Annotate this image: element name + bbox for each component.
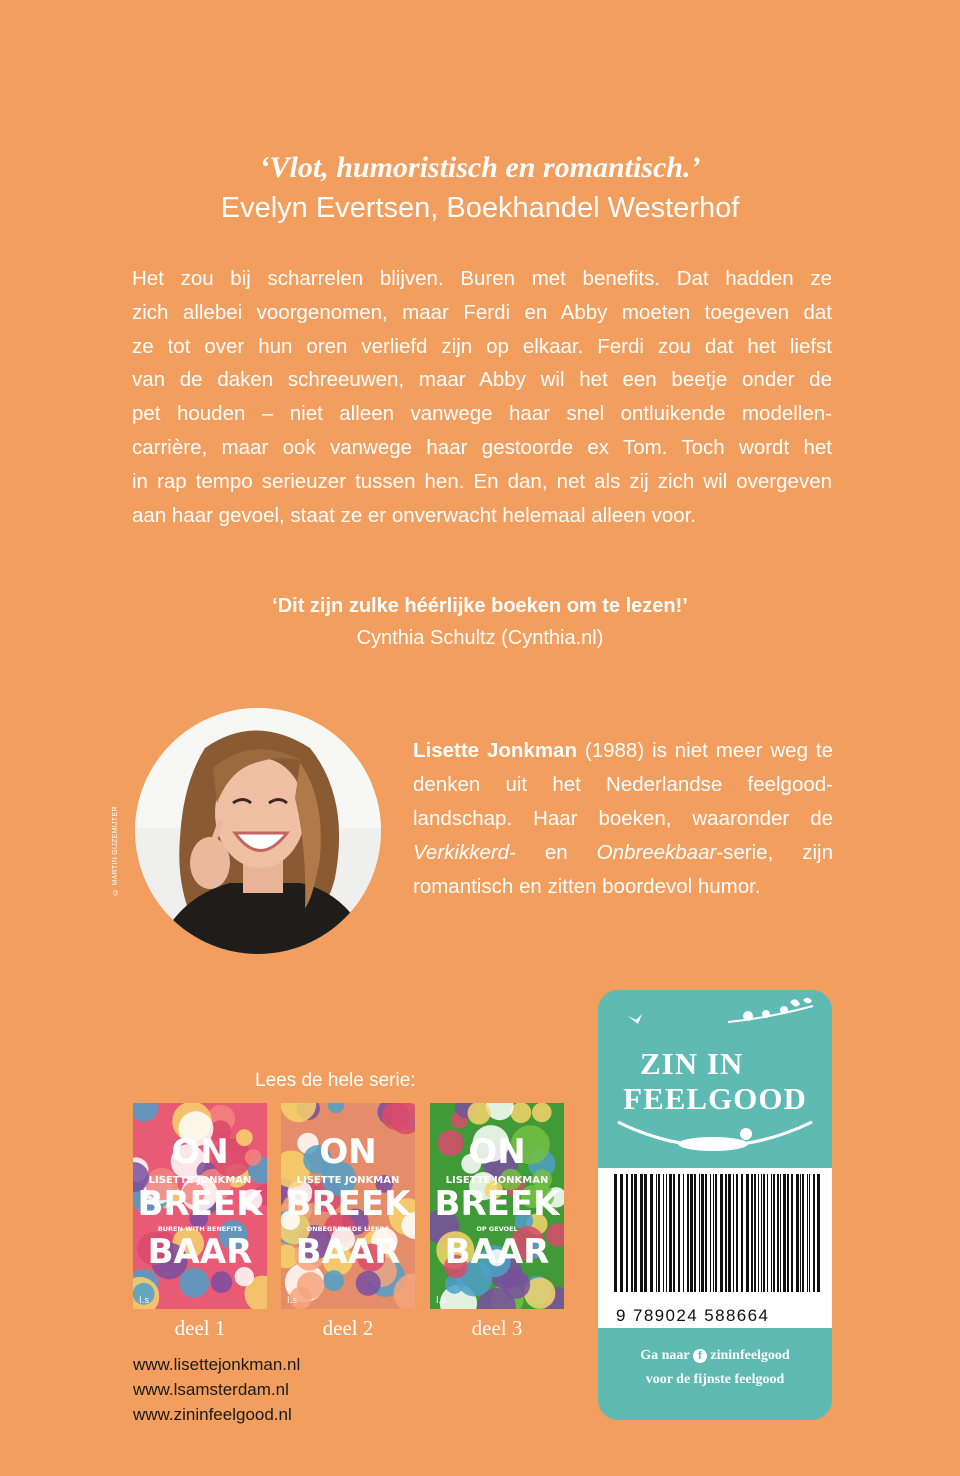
cover-pattern-dot [211, 1271, 233, 1293]
barcode-bar [715, 1174, 717, 1292]
barcode-bar [690, 1174, 693, 1292]
barcode-bar [720, 1174, 723, 1292]
book-volume-label: deel 1 [174, 1316, 226, 1340]
barcode-bar [736, 1174, 738, 1292]
cover-title: ON [171, 1132, 229, 1172]
barcode-bar [650, 1174, 653, 1292]
cover-subtitle: OP GEVOEL [476, 1225, 518, 1233]
barcode-bar [644, 1174, 647, 1292]
cover-pattern-dot [323, 1270, 344, 1291]
blurb-line: ze tot over hun oren verliefd zijn op elkaar. Ferdi zou dat het liefst [132, 334, 832, 358]
barcode-bar [728, 1174, 731, 1292]
barcode-bar [663, 1174, 664, 1292]
barcode-bar [713, 1174, 714, 1292]
barcode-bar [687, 1174, 689, 1292]
barcode-bar [620, 1174, 623, 1292]
isbn-number: 9 789024 588664 [616, 1306, 770, 1325]
cover-author: LISETTE JONKMAN [445, 1175, 549, 1186]
photo-credit: © MARTIN GIJZEMIJTER [112, 806, 119, 895]
cover-publisher-logo: l.s [139, 1296, 150, 1306]
barcode-bar [640, 1174, 643, 1292]
blurb-line: in rap tempo serieuzer tussen hen. En dan, net als zij zich wil overgeven [132, 469, 832, 493]
barcode-bar [614, 1174, 617, 1292]
blurb-line: pet houden – niet alleen vanwege haar snel ontluikende modellen- [132, 402, 832, 426]
cover-publisher-logo: l.s [287, 1296, 298, 1306]
cover-pattern-dot [532, 1103, 552, 1122]
cover-pattern-dot [356, 1271, 381, 1296]
barcode-bar [761, 1174, 762, 1292]
barcode-bar [634, 1174, 637, 1292]
barcode-bar [771, 1174, 772, 1292]
book-cover-deel-2 [281, 1103, 415, 1309]
barcode-bar [673, 1174, 675, 1292]
website-links [133, 1352, 300, 1427]
cover-title: BAAR [295, 1232, 401, 1272]
top-quote-text: ‘Vlot, humoristisch en romantisch.’ [259, 151, 701, 184]
zin-in-feelgood-badge [598, 990, 832, 1420]
barcode-bar [773, 1174, 775, 1292]
barcode-bar [705, 1174, 707, 1292]
barcode-bar [710, 1174, 711, 1292]
cover-pattern-dot [236, 1129, 253, 1146]
barcode-bar [699, 1174, 700, 1292]
barcode-bar [787, 1174, 789, 1292]
barcode-bar [780, 1174, 781, 1292]
hammock-icon [598, 1120, 832, 1170]
cover-author: LISETTE JONKMAN [148, 1175, 252, 1186]
barcode-bar [791, 1174, 793, 1292]
link-author-site[interactable]: www.lisettejonkman.nl [133, 1355, 301, 1374]
blurb-line: Het zou bij scharrelen blijven. Buren met benefits. Dat hadden ze [132, 267, 832, 290]
facebook-icon: f [693, 1349, 707, 1363]
top-quote-attribution: Evelyn Evertsen, Boekhandel Westerhof [220, 192, 740, 224]
cover-author: LISETTE JONKMAN [296, 1175, 400, 1186]
barcode-bar [666, 1174, 667, 1292]
barcode-bar [741, 1174, 743, 1292]
cover-pattern-dot [502, 1270, 531, 1299]
author-bio-text: - en [509, 841, 597, 864]
badge-footer-text: voor de fijnste feelgood [645, 1372, 785, 1387]
cover-pattern-dot [437, 1130, 463, 1156]
blurb-line: van de daken schreeuwen, maar Abby wil het een beetje onder de [132, 368, 832, 392]
author-bio [413, 734, 833, 904]
cover-subtitle: ONBEGRENSDE LIEFDE [306, 1225, 390, 1233]
barcode-bar [694, 1174, 696, 1292]
link-publisher-site[interactable]: www.lsamsterdam.nl [133, 1380, 289, 1399]
series-name-verkikkerd: Verkikkerd [413, 841, 510, 864]
cover-title: ON [319, 1132, 377, 1172]
barcode-bar [796, 1174, 799, 1292]
cover-subtitle: BUREN WITH BENEFITS [157, 1225, 243, 1233]
middle-quote-attribution: Cynthia Schultz (Cynthia.nl) [356, 627, 604, 649]
blurb-line: zich allebei voorgenomen, maar Ferdi en Abby moeten toegeven dat [132, 300, 832, 324]
cover-pattern-dot [179, 1268, 209, 1298]
cover-pattern-dot [511, 1103, 532, 1123]
barcode-bar [763, 1174, 765, 1292]
author-bio-text: -serie, zijn romantisch en zitten boordevol humor. [413, 841, 833, 898]
barcode-bar [733, 1174, 734, 1292]
barcode-bar [701, 1174, 704, 1292]
barcode-bar [725, 1174, 727, 1292]
barcode-bar [758, 1174, 759, 1292]
badge-footer-text: Ga naar [640, 1348, 690, 1363]
barcode-bar [807, 1174, 808, 1292]
barcode-bar [658, 1174, 660, 1292]
barcode-bar [800, 1174, 801, 1292]
author-bio-text: (1988) is niet meer weg te denken uit het Nederlandse feelgood-landschap. Haar boeken, waaronder de [413, 739, 833, 830]
middle-quote-text: ‘Dit zijn zulke héérlijke boeken om te lezen!’ [272, 595, 688, 617]
barcode [598, 1168, 832, 1328]
barcode-bar [683, 1174, 684, 1292]
badge-title-line: ZIN IN [640, 1046, 744, 1081]
badge-footer [598, 1344, 832, 1392]
barcode-bar [631, 1174, 633, 1292]
barcode-bar [656, 1174, 657, 1292]
cover-pattern-dot [245, 1149, 262, 1166]
author-photo [135, 708, 381, 954]
cover-title: BREEK [137, 1184, 263, 1224]
book-cover-art [133, 1103, 267, 1309]
barcode-bar [817, 1174, 820, 1292]
cover-title: BREEK [285, 1184, 411, 1224]
barcode-bar [813, 1174, 815, 1292]
book-volume-label: deel 3 [471, 1316, 523, 1340]
series-label: Lees de hele serie: [255, 1070, 416, 1091]
barcode-bar [754, 1174, 756, 1292]
cover-title: BAAR [444, 1232, 550, 1272]
link-zininfeelgood-site[interactable]: www.zininfeelgood.nl [133, 1405, 292, 1424]
book-cover-deel-3 [430, 1103, 564, 1309]
series-name-onbreekbaar: Onbreekbaar [596, 841, 717, 864]
book-blurb [132, 262, 832, 532]
middle-quote [0, 590, 960, 654]
top-quote [0, 148, 960, 228]
cover-title: BREEK [434, 1184, 560, 1224]
blurb-line: aan haar gevoel, staat ze er onverwacht helemaal alleen voor. [132, 503, 697, 527]
badge-title [598, 1046, 832, 1116]
barcode-bar [777, 1174, 779, 1292]
barcode-bar [802, 1174, 804, 1292]
badge-title-line: FEELGOOD [623, 1081, 807, 1116]
barcode-bar [669, 1174, 672, 1292]
author-name: Lisette Jonkman [413, 739, 577, 762]
barcode-bar [809, 1174, 810, 1292]
cover-publisher-logo: l.s [436, 1296, 447, 1306]
badge-footer-handle: zininfeelgood [710, 1348, 790, 1363]
barcode-bar [746, 1174, 749, 1292]
barcode-bar [626, 1174, 628, 1292]
cover-title: BAAR [147, 1232, 253, 1272]
book-cover-art [430, 1103, 564, 1309]
barcode-bar [678, 1174, 680, 1292]
barcode-bar [783, 1174, 786, 1292]
blurb-line: carrière, maar ook vanwege haar gestoorde ex Tom. Toch wordt het [132, 435, 832, 459]
book-cover-art [281, 1103, 415, 1309]
cover-title: ON [468, 1132, 526, 1172]
barcode-bar [767, 1174, 768, 1292]
barcode-icon [598, 1168, 832, 1298]
book-volume-label: deel 2 [322, 1316, 374, 1340]
barcode-bar [751, 1174, 753, 1292]
book-cover-deel-1 [133, 1103, 267, 1309]
